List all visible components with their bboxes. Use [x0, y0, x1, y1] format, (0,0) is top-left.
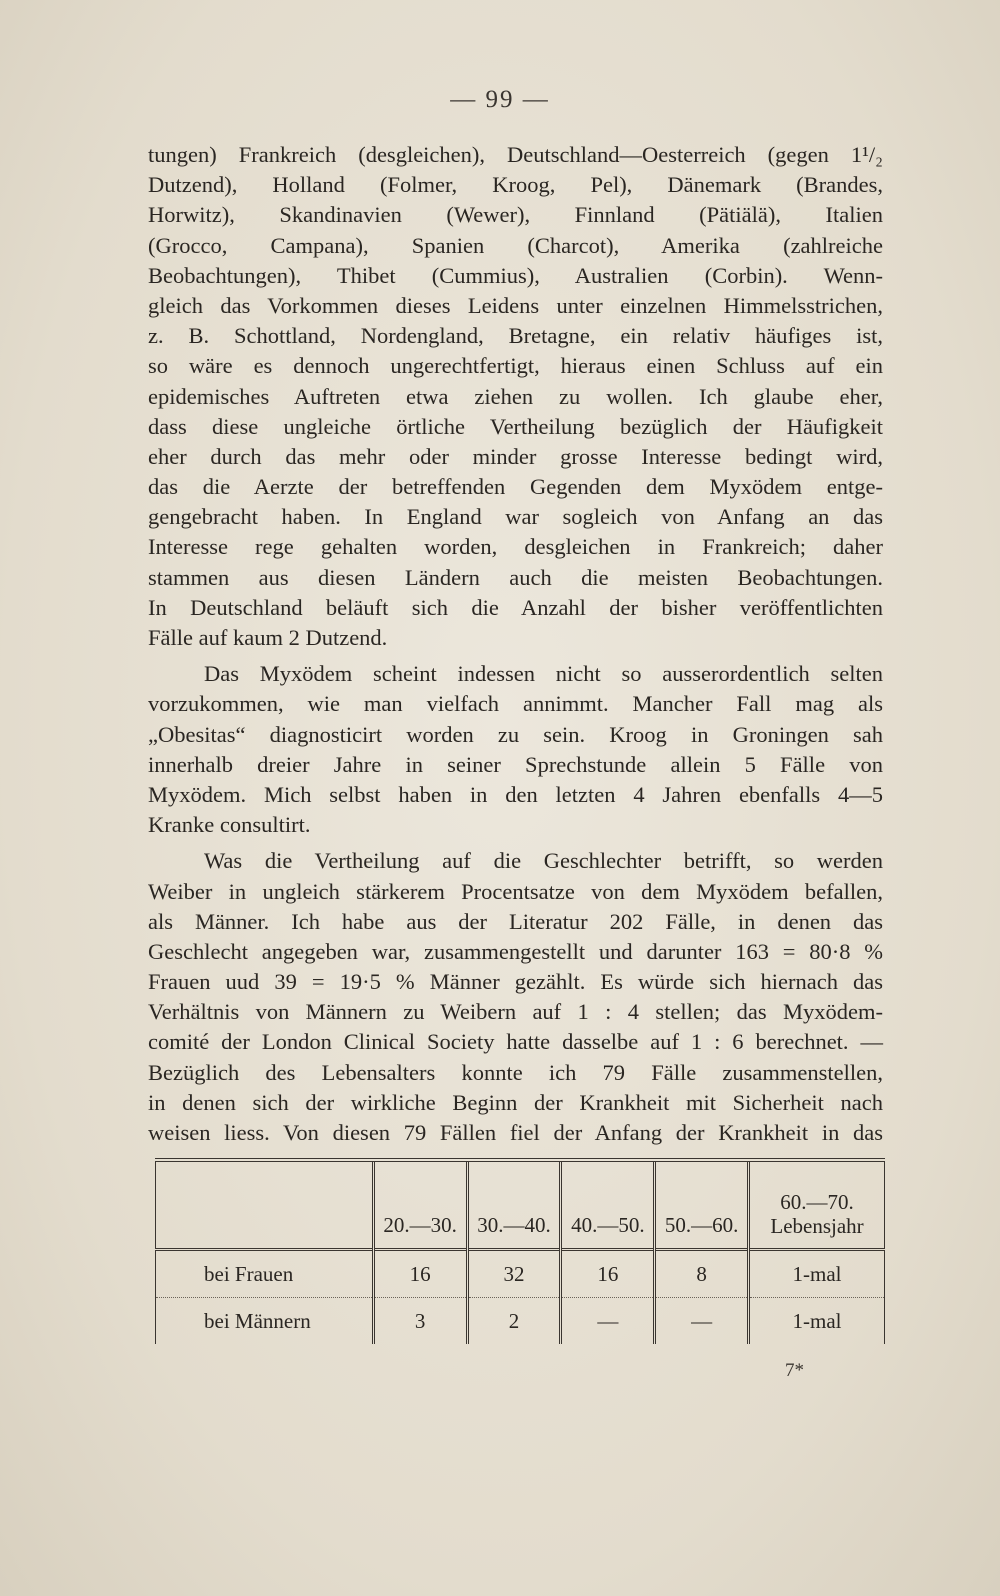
table-cell: 16 — [561, 1250, 655, 1298]
text-line: Was die Vertheilung auf die Geschlechter betrifft, so werden — [204, 848, 883, 874]
text-line: epidemisches Auftreten etwa ziehen zu wollen. Ich glaube eher, — [148, 383, 883, 409]
text-line: Frauen uud 39 = 19·5 % Männer gezählt. Es würde sich hiernach das — [148, 969, 883, 995]
text-line: innerhalb dreier Jahre in seiner Sprechstunde allein 5 Fälle von — [148, 751, 883, 777]
body-text — [148, 140, 883, 1148]
table-cell: 1-mal — [749, 1250, 885, 1298]
text-line: „Obesitas“ diagnosticirt worden zu sein. Kroog in Groningen sah — [148, 721, 883, 747]
text-line: in denen sich der wirkliche Beginn der Krankheit mit Sicherheit nach — [148, 1089, 883, 1115]
text-line: (Grocco, Campana), Spanien (Charcot), Amerika (zahlreiche — [148, 232, 883, 258]
text-line: Kranke consultirt. — [148, 812, 311, 838]
table-row — [156, 1250, 885, 1298]
table-cell: 8 — [655, 1250, 749, 1298]
text-line: gleich das Vorkommen dieses Leidens unter einzelnen Himmelsstrichen, — [148, 292, 883, 318]
table-cell: 16 — [373, 1250, 467, 1298]
age-distribution-table — [155, 1158, 885, 1344]
row-label: bei Frauen — [156, 1250, 374, 1298]
data-table — [155, 1162, 885, 1344]
table-header-50-60: 50.—60. — [655, 1162, 749, 1250]
table-row — [156, 1298, 885, 1345]
text-line: Dutzend), Holland (Folmer, Kroog, Pel), Dänemark (Brandes, — [148, 172, 883, 198]
text-line: eher durch das mehr oder minder grosse Interesse bedingt wird, — [148, 443, 883, 469]
table-cell: 2 — [467, 1298, 561, 1345]
text-line: Fälle auf kaum 2 Dutzend. — [148, 625, 388, 650]
paragraph-3 — [148, 846, 883, 1148]
page-number: — 99 — — [450, 86, 550, 113]
text-line: Interesse rege gehalten worden, desgleichen in Frankreich; daher — [148, 534, 883, 560]
signature-mark: 7* — [785, 1360, 804, 1381]
text-line: comité der London Clinical Society hatte dasselbe auf 1 : 6 berechnet. — — [148, 1029, 883, 1055]
text-line: Myxödem. Mich selbst haben in den letzten 4 Jahren ebenfalls 4—5 — [148, 781, 883, 807]
table-header-20-30: 20.—30. — [373, 1162, 467, 1250]
text-line: das die Aerzte der betreffenden Gegenden dem Myxödem entge- — [148, 474, 883, 500]
text-line: Das Myxödem scheint indessen nicht so ausserordentlich selten — [204, 661, 883, 687]
table-cell: — — [561, 1298, 655, 1345]
table-header-30-40: 30.—40. — [467, 1162, 561, 1250]
table-cell: 1-mal — [749, 1298, 885, 1345]
table-header-40-50: 40.—50. — [561, 1162, 655, 1250]
table-header-empty — [156, 1162, 374, 1250]
table-header-60-70 — [749, 1162, 885, 1250]
table-header-lebensjahr: Lebensjahr — [770, 1214, 864, 1238]
text-line: weisen liess. Von diesen 79 Fällen fiel der Anfang der Krankheit in das — [148, 1120, 883, 1145]
text-line: Beobachtungen), Thibet (Cummius), Australien (Corbin). Wenn- — [148, 262, 883, 288]
table-header-60-70-range: 60.—70. — [780, 1190, 854, 1214]
text-line: Horwitz), Skandinavien (Wewer), Finnland (Pätiälä), Italien — [148, 202, 883, 228]
table-cell: 3 — [373, 1298, 467, 1345]
table-header-row — [156, 1162, 885, 1250]
text-line: stammen aus diesen Ländern auch die meisten Beobachtungen. — [148, 564, 883, 590]
row-label: bei Männern — [156, 1298, 374, 1345]
text-line: Weiber in ungleich stärkerem Procentsatze von dem Myxödem befallen, — [148, 878, 883, 904]
text-line: vorzukommen, wie man vielfach annimmt. Mancher Fall mag als — [148, 691, 883, 717]
text-line: tungen) Frankreich (desgleichen), Deutschland—Oesterreich (gegen 1¹/₂ — [148, 142, 883, 167]
text-line: Bezüglich des Lebensalters konnte ich 79 Fälle zusammenstellen, — [148, 1059, 883, 1085]
table-cell: — — [655, 1298, 749, 1345]
table-cell: 32 — [467, 1250, 561, 1298]
text-line: so wäre es dennoch ungerechtfertigt, hieraus einen Schluss auf ein — [148, 353, 883, 379]
paragraph-2 — [148, 659, 883, 840]
text-line: z. B. Schottland, Nordengland, Bretagne, ein relativ häufiges ist, — [148, 323, 883, 349]
text-line: Geschlecht angegeben war, zusammengestellt und darunter 163 = 80·8 % — [148, 938, 883, 964]
text-line: als Männer. Ich habe aus der Literatur 202 Fälle, in denen das — [148, 908, 883, 934]
paragraph-1 — [148, 140, 883, 653]
text-line: dass diese ungleiche örtliche Vertheilung bezüglich der Häufigkeit — [148, 413, 883, 439]
text-line: Verhältnis von Männern zu Weibern auf 1 : 4 stellen; das Myxödem- — [148, 999, 883, 1025]
text-line: In Deutschland beläuft sich die Anzahl der bisher veröffentlichten — [148, 594, 883, 620]
text-line: gengebracht haben. In England war sogleich von Anfang an das — [148, 504, 883, 530]
